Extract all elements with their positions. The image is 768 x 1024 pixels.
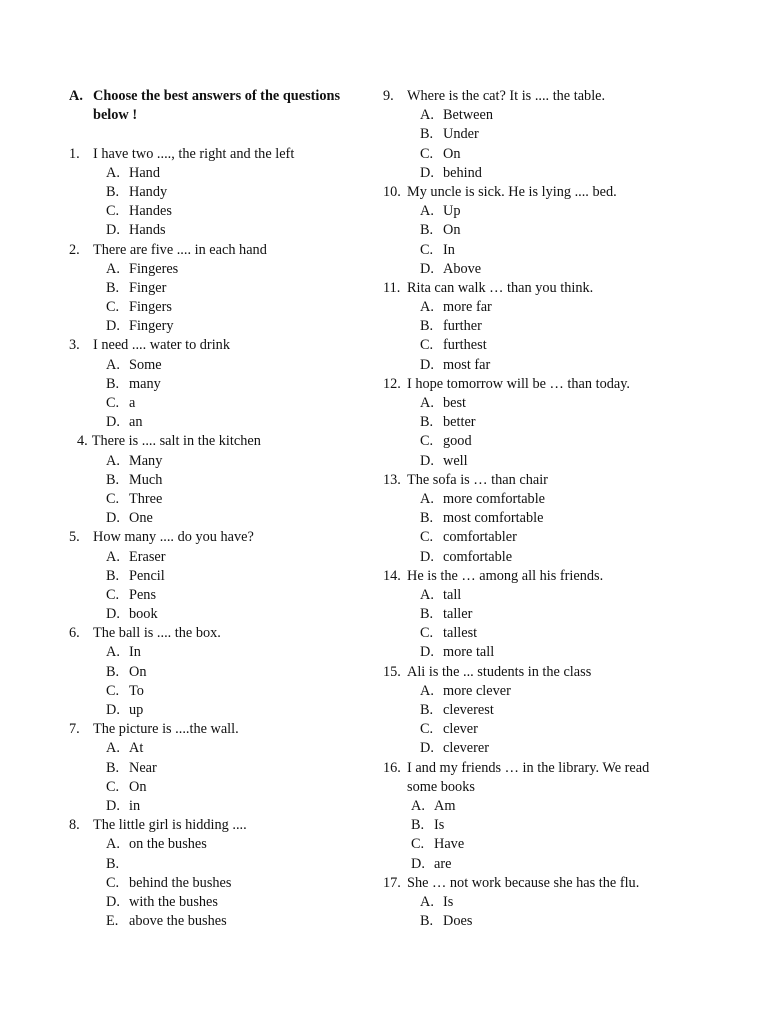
option-text: are <box>434 855 452 872</box>
option-d <box>69 797 369 816</box>
option-letter: A. <box>106 452 120 469</box>
right-column <box>383 87 723 931</box>
option-letter: C. <box>420 529 434 546</box>
option-text: more far <box>443 299 492 316</box>
option-letter: A. <box>420 107 434 124</box>
option-letter: B. <box>420 222 434 239</box>
question-number: 11. <box>383 279 401 296</box>
option-letter: A. <box>106 740 120 757</box>
option-a <box>69 739 369 758</box>
option-letter: C. <box>420 337 434 354</box>
option-text: Eraser <box>129 548 166 565</box>
option-text: In <box>129 644 141 661</box>
option-text: tall <box>443 586 462 603</box>
option-text: most comfortable <box>443 510 544 527</box>
option-a <box>69 548 369 567</box>
option-c <box>383 528 723 547</box>
option-a <box>383 797 723 816</box>
option-text: an <box>129 414 143 431</box>
option-d <box>383 548 723 567</box>
question-text: How many .... do you have? <box>93 529 254 546</box>
option-text: cleverer <box>443 740 490 757</box>
option-d <box>383 643 723 662</box>
option-text: up <box>129 702 144 719</box>
option-text: good <box>443 433 472 450</box>
option-c <box>383 241 723 260</box>
option-letter: D. <box>106 797 120 814</box>
option-text: Under <box>443 126 479 143</box>
question-text: Rita can walk … than you think. <box>407 279 594 296</box>
question-15 <box>383 663 723 682</box>
option-d <box>69 413 369 432</box>
option-letter: B. <box>106 279 120 296</box>
option-text: with the bushes <box>129 893 218 910</box>
option-text: comfortable <box>443 548 513 565</box>
option-letter: D. <box>420 644 434 661</box>
question-text: There are five .... in each hand <box>93 241 267 258</box>
option-text: On <box>443 222 461 239</box>
option-letter: C. <box>420 721 434 738</box>
option-text: Pens <box>129 586 157 603</box>
section-heading <box>69 87 369 125</box>
option-letter: A. <box>420 203 434 220</box>
option-text: a <box>129 395 136 412</box>
option-text: furthest <box>443 337 487 354</box>
option-b <box>69 663 369 682</box>
option-b <box>69 183 369 202</box>
option-letter: D. <box>420 356 434 373</box>
option-text: On <box>443 145 461 162</box>
question-text: My uncle is sick. He is lying .... bed. <box>407 183 617 200</box>
option-letter: A. <box>420 299 434 316</box>
option-letter: B. <box>411 817 425 834</box>
option-d <box>383 855 723 874</box>
question-number: 9. <box>383 88 394 104</box>
option-letter: A. <box>106 260 120 277</box>
question-16 <box>383 759 723 778</box>
question-text: She … not work because she has the flu. <box>407 874 640 891</box>
question-12 <box>383 375 723 394</box>
option-b <box>383 509 723 528</box>
option-a <box>383 893 723 912</box>
option-letter: C. <box>106 874 120 891</box>
option-b <box>383 605 723 624</box>
option-a <box>69 643 369 662</box>
option-a <box>383 394 723 413</box>
option-text: Hand <box>129 164 160 181</box>
option-text: more comfortable <box>443 490 546 507</box>
option-a <box>69 356 369 375</box>
option-c <box>69 394 369 413</box>
question-number: 10. <box>383 183 401 200</box>
option-letter: E. <box>106 913 119 930</box>
question-14 <box>383 567 723 586</box>
option-letter: B. <box>420 126 434 143</box>
question-number: 6. <box>69 625 80 642</box>
option-text: Above <box>443 260 482 277</box>
option-text: Hands <box>129 222 166 239</box>
option-letter: D. <box>420 548 434 565</box>
option-text: behind the bushes <box>129 874 232 891</box>
option-c <box>69 874 369 893</box>
option-letter: B. <box>106 855 120 872</box>
option-text: Between <box>443 107 494 124</box>
option-letter: C. <box>420 433 434 450</box>
question-9 <box>383 87 723 106</box>
option-d <box>69 317 369 336</box>
option-a <box>383 106 723 125</box>
option-letter: B. <box>420 414 434 431</box>
question-text: The little girl is hidding .... <box>93 817 247 834</box>
option-text: clever <box>443 721 478 738</box>
option-c <box>383 720 723 739</box>
option-text: many <box>129 375 161 392</box>
spacer <box>69 125 369 144</box>
option-text: comfortabler <box>443 529 517 546</box>
option-letter: B. <box>106 183 120 200</box>
question-text: The picture is ....the wall. <box>93 721 239 738</box>
option-letter: C. <box>106 586 120 603</box>
option-c <box>69 202 369 221</box>
option-letter: A. <box>420 893 434 910</box>
left-column <box>69 87 369 931</box>
question-number: 3. <box>69 337 80 354</box>
option-text: Three <box>129 490 163 507</box>
option-letter: D. <box>106 510 120 527</box>
option-a <box>69 835 369 854</box>
section-label: A. <box>69 88 83 104</box>
question-number: 12. <box>383 375 401 392</box>
option-d <box>383 356 723 375</box>
option-letter: D. <box>420 740 434 757</box>
option-c <box>383 432 723 451</box>
question-8 <box>69 816 369 835</box>
option-d <box>69 605 369 624</box>
option-text: in <box>129 797 141 814</box>
option-text: Does <box>443 913 473 930</box>
option-b <box>383 912 723 931</box>
option-letter: B. <box>106 471 120 488</box>
option-letter: B. <box>420 318 434 335</box>
question-text: I hope tomorrow will be … than today. <box>407 375 631 392</box>
question-text: I have two ...., the right and the left <box>93 145 295 162</box>
option-text: Up <box>443 203 461 220</box>
option-letter: C. <box>411 836 425 853</box>
question-number: 14. <box>383 567 401 584</box>
option-letter: C. <box>106 299 120 316</box>
option-b <box>383 125 723 144</box>
question-number: 4. <box>77 433 88 450</box>
question-number: 17. <box>383 874 401 891</box>
question-number: 5. <box>69 529 80 546</box>
option-letter: C. <box>106 778 120 795</box>
option-letter: B. <box>106 663 120 680</box>
option-letter: C. <box>106 395 120 412</box>
option-a <box>383 682 723 701</box>
option-letter: D. <box>106 222 120 239</box>
option-c <box>69 586 369 605</box>
option-letter: A. <box>411 797 425 814</box>
question-2 <box>69 241 369 260</box>
option-d <box>69 509 369 528</box>
option-letter: D. <box>106 702 120 719</box>
option-text: best <box>443 395 467 411</box>
option-letter: B. <box>420 702 434 718</box>
option-c <box>383 336 723 355</box>
option-d <box>69 701 369 720</box>
option-text: Fingers <box>129 299 172 316</box>
question-number: 8. <box>69 817 80 834</box>
option-text: well <box>443 452 468 469</box>
option-a <box>69 260 369 279</box>
option-letter: D. <box>106 606 120 623</box>
option-b <box>383 816 723 835</box>
question-number: 16. <box>383 759 401 776</box>
option-a <box>383 202 723 221</box>
question-number: 1. <box>69 145 80 162</box>
option-letter: C. <box>106 490 120 507</box>
option-text: cleverest <box>443 702 494 718</box>
option-d <box>383 739 723 758</box>
option-d <box>383 452 723 471</box>
question-number: 7. <box>69 721 80 738</box>
option-b <box>69 759 369 778</box>
question-5 <box>69 528 369 547</box>
question-17 <box>383 874 723 893</box>
option-letter: B. <box>106 375 120 392</box>
question-text: The sofa is … than chair <box>407 471 548 488</box>
option-text: In <box>443 241 455 258</box>
option-text: more tall <box>443 644 495 661</box>
option-letter: B. <box>106 567 120 584</box>
option-letter: C. <box>420 625 434 642</box>
option-text: One <box>129 510 153 527</box>
option-a <box>383 490 723 509</box>
option-text: tallest <box>443 625 478 642</box>
question-7 <box>69 720 369 739</box>
question-number: 13. <box>383 471 401 488</box>
option-c <box>69 682 369 701</box>
option-letter: A. <box>420 586 434 603</box>
option-text: To <box>129 682 144 699</box>
option-c <box>383 835 723 854</box>
option-text: Am <box>434 797 456 814</box>
option-c <box>69 298 369 317</box>
option-letter: B. <box>420 510 434 527</box>
option-letter: A. <box>420 682 434 699</box>
option-text: Handes <box>129 203 172 220</box>
option-letter: D. <box>106 414 120 431</box>
option-a <box>69 452 369 471</box>
option-text: Is <box>434 817 445 834</box>
question-3 <box>69 336 369 355</box>
option-d <box>383 260 723 279</box>
option-b <box>383 413 723 432</box>
option-text: above the bushes <box>129 913 227 930</box>
option-text: book <box>129 606 158 623</box>
question-text: I and my friends … in the library. We read <box>407 759 650 776</box>
option-b <box>69 855 369 874</box>
option-text: most far <box>443 356 491 373</box>
option-text: taller <box>443 606 473 623</box>
question-1 <box>69 145 369 164</box>
option-text: On <box>129 778 147 795</box>
option-a <box>383 298 723 317</box>
option-letter: D. <box>420 260 434 277</box>
option-letter: A. <box>420 395 434 411</box>
question-number: 15. <box>383 663 401 680</box>
option-text: better <box>443 414 476 431</box>
option-letter: C. <box>106 203 120 220</box>
option-letter: C. <box>420 145 434 162</box>
option-letter: A. <box>106 548 120 565</box>
question-text: Ali is the ... students in the class <box>407 663 592 680</box>
question-number: 2. <box>69 241 80 258</box>
option-letter: B. <box>106 759 120 776</box>
question-6 <box>69 624 369 643</box>
option-text: more clever <box>443 682 511 699</box>
option-a <box>69 164 369 183</box>
option-letter: D. <box>420 452 434 469</box>
option-text: Some <box>129 356 162 373</box>
option-b <box>383 221 723 240</box>
section-title: Choose the best answers of the questions below ! <box>93 88 341 124</box>
question-text-continued: some books <box>407 778 475 795</box>
option-a <box>383 586 723 605</box>
question-text: The ball is .... the box. <box>93 625 221 642</box>
question-10 <box>383 183 723 202</box>
question-text: Where is the cat? It is .... the table. <box>407 88 606 104</box>
option-text: Fingery <box>129 318 174 335</box>
option-letter: A. <box>106 836 120 853</box>
option-text: Handy <box>129 183 168 200</box>
option-b <box>69 375 369 394</box>
option-text: Have <box>434 836 465 853</box>
option-text: At <box>129 740 144 757</box>
option-text: Is <box>443 893 454 910</box>
option-c <box>383 624 723 643</box>
option-b <box>69 279 369 298</box>
option-c <box>69 778 369 797</box>
option-text: behind <box>443 164 482 181</box>
option-letter: D. <box>106 318 120 335</box>
option-letter: C. <box>420 241 434 258</box>
option-d <box>69 221 369 240</box>
option-text: Pencil <box>129 567 165 584</box>
option-text: on the bushes <box>129 836 207 853</box>
option-letter: A. <box>106 164 120 181</box>
option-c <box>383 145 723 164</box>
option-d <box>383 164 723 183</box>
question-text: He is the … among all his friends. <box>407 567 604 584</box>
option-text: Near <box>129 759 157 776</box>
question-4 <box>69 432 369 451</box>
option-b <box>69 567 369 586</box>
option-c <box>69 490 369 509</box>
option-text: Much <box>129 471 163 488</box>
option-b <box>383 701 723 720</box>
question-text: I need .... water to drink <box>93 337 230 354</box>
option-d <box>69 893 369 912</box>
question-13 <box>383 471 723 490</box>
option-b <box>383 317 723 336</box>
option-letter: A. <box>106 644 120 661</box>
option-text: further <box>443 318 482 335</box>
option-letter: D. <box>420 164 434 181</box>
option-letter: B. <box>420 913 434 930</box>
option-letter: D. <box>411 855 425 872</box>
option-letter: A. <box>106 356 120 373</box>
option-letter: A. <box>420 490 434 507</box>
option-b <box>69 471 369 490</box>
option-e <box>69 912 369 931</box>
question-text: There is .... salt in the kitchen <box>91 433 261 450</box>
option-text: On <box>129 663 147 680</box>
option-text: Finger <box>129 279 167 296</box>
option-letter: D. <box>106 893 120 910</box>
option-text: Many <box>129 452 163 469</box>
option-letter: B. <box>420 606 434 623</box>
option-text: Fingeres <box>129 260 179 277</box>
option-letter: C. <box>106 682 120 699</box>
question-11 <box>383 279 723 298</box>
